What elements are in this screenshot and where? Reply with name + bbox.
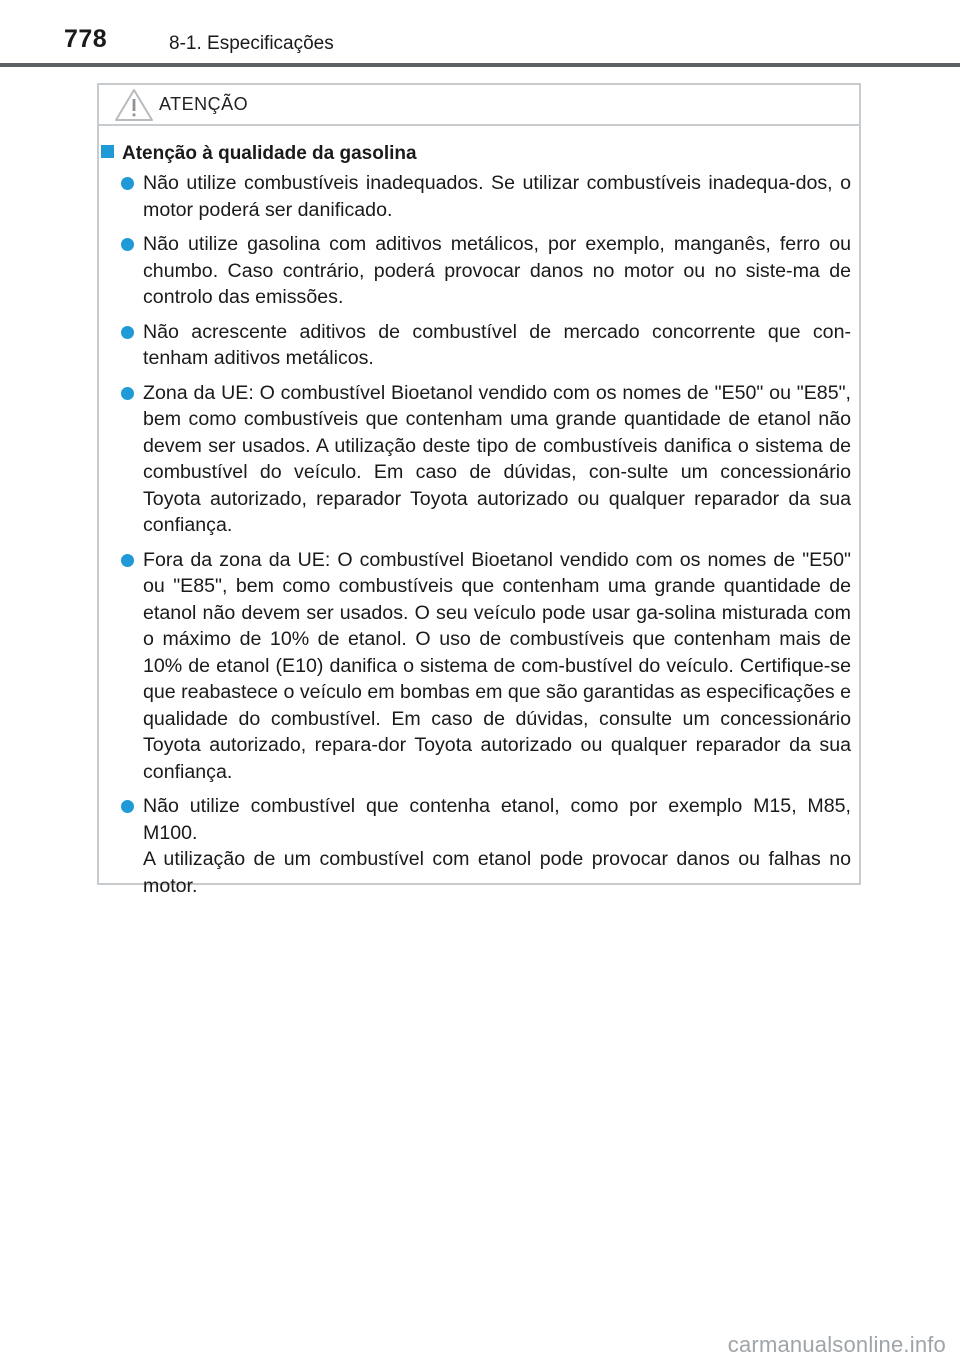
section-title: 8-1. Especificações — [169, 33, 334, 54]
square-bullet-icon — [101, 145, 114, 158]
list-item — [99, 547, 859, 786]
warning-body — [99, 143, 859, 907]
list-item-text: Não acrescente aditivos de combustível de mercado concorrente que con-tenham aditivos metálicos. — [143, 320, 851, 369]
header-rule — [0, 63, 960, 67]
list-item-text: Não utilize combustíveis inadequados. Se utilizar combustíveis inadequa-dos, o motor poderá ser danificado. — [143, 172, 851, 221]
list-item — [99, 793, 859, 899]
list-item-note: A utilização de um combustível com etanol pode provocar danos ou falhas no motor. — [143, 848, 851, 897]
warning-triangle-icon — [114, 88, 154, 122]
list-item-text: Não utilize gasolina com aditivos metálicos, por exemplo, manganês, ferro ou chumbo. Caso contrário, poderá provocar danos no motor ou no siste-ma de controlo das emissões. — [143, 233, 851, 308]
round-bullet-icon — [121, 238, 134, 251]
round-bullet-icon — [121, 177, 134, 190]
list-item — [99, 319, 859, 372]
page-header — [0, 0, 960, 68]
topic-heading-text: Atenção à qualidade da gasolina — [122, 143, 417, 164]
round-bullet-icon — [121, 800, 134, 813]
list-item — [99, 380, 859, 539]
list-item-text: Não utilize combustível que contenha etanol, como por exemplo M15, M85, M100. — [143, 795, 851, 844]
list-item-text: Zona da UE: O combustível Bioetanol vendido com os nomes de "E50" ou "E85", bem como combustíveis que contenham uma grande quantidade de etanol não devem ser usados. A utilização deste tipo de combustíveis danifica o sistema de combustível do veículo. Em caso de dúvidas, con-sulte um concessionário Toyota autorizado, reparador Toyota autorizado ou qualquer reparador da sua confiança. — [143, 381, 851, 536]
topic-heading — [101, 143, 859, 170]
warning-box — [97, 83, 861, 897]
list-item-text: Fora da zona da UE: O combustível Bioetanol vendido com os nomes de "E50" ou "E85", bem como combustíveis que contenham uma grande quantidade de etanol não devem ser usados. O seu veículo pode usar ga-solina misturada com o máximo de 10% de etanol. O uso de combustíveis que contenham mais de 10% de etanol (E10) danifica o sistema de com-bustível do veículo. Certifique-se que reabastece o veículo em bombas em que são garantidas as especificações e qualidade do combustível. Em caso de dúvidas, consulte um concessionário Toyota autorizado, repara-dor Toyota autorizado ou qualquer reparador da sua confiança. — [143, 548, 851, 783]
list-item — [99, 231, 859, 311]
warning-header — [99, 85, 859, 126]
warning-label: ATENÇÃO — [159, 94, 249, 114]
list-item — [99, 170, 859, 223]
round-bullet-icon — [121, 326, 134, 339]
page-number: 778 — [64, 25, 108, 53]
round-bullet-icon — [121, 554, 134, 567]
watermark: carmanualsonline.info — [727, 1332, 946, 1357]
round-bullet-icon — [121, 387, 134, 400]
warning-list — [99, 170, 859, 899]
